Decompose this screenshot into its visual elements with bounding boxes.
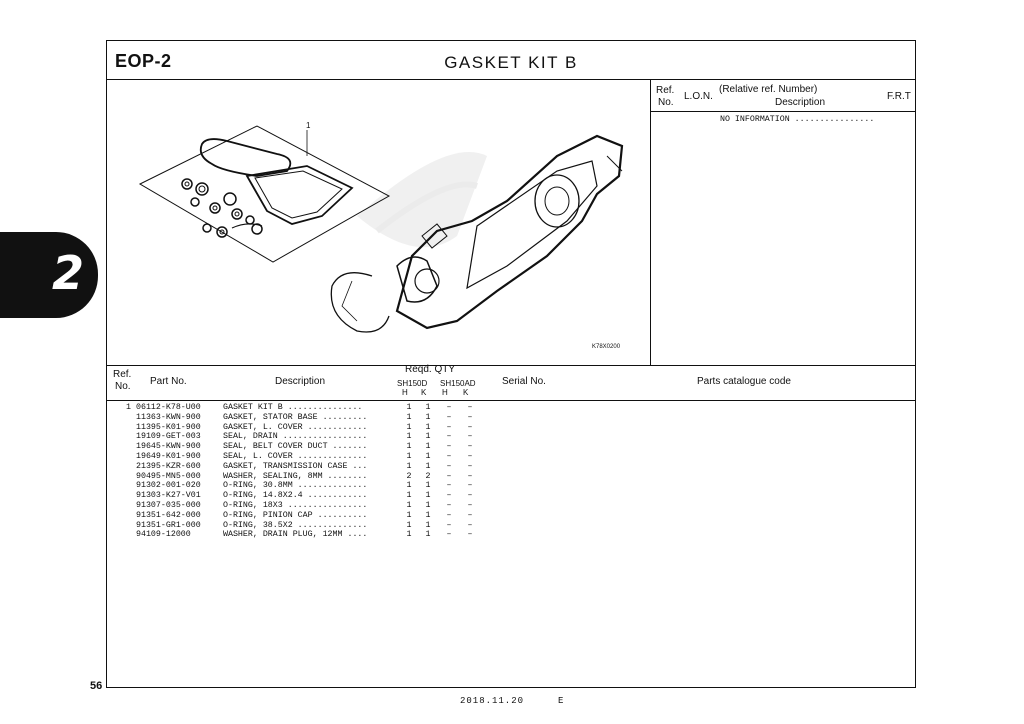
table-row: 91307-035-000 O-RING, 18X3 ................ 1 1 – – <box>136 500 473 510</box>
table-row: 91351-642-000 O-RING, PINION CAP .......... 1 1 – – <box>136 510 473 520</box>
sub-h2-header: H <box>442 388 448 397</box>
table-row: 91303-K27-V01 O-RING, 14.8X2.4 ............ 1 1 – – <box>136 491 473 501</box>
table-row: 91302-001-020 O-RING, 30.8MM .............. 1 1 – – <box>136 481 473 491</box>
ref-panel-frt-header: F.R.T <box>887 91 911 102</box>
table-row: 11363-KWN-900 GASKET, STATOR BASE ......... 1 1 – – <box>136 412 473 422</box>
table-row: 91351-GR1-000 O-RING, 38.5X2 .............. 1 1 – – <box>136 520 473 530</box>
table-row: 94109-12000 WASHER, DRAIN PLUG, 12MM .... 1 1 – – <box>136 530 473 540</box>
table-catalogue-code-header: Parts catalogue code <box>697 376 791 387</box>
table-description-header: Description <box>275 376 326 387</box>
sub-k2-header: K <box>463 388 469 397</box>
table-row: 19649-K01-900 SEAL, L. COVER .............. 1 1 – – <box>136 451 473 461</box>
ref-panel-no-header: No. <box>658 97 674 108</box>
footer-edition: E <box>558 696 564 706</box>
table-serial-no-header: Serial No. <box>502 376 546 387</box>
title-divider <box>107 79 915 80</box>
sub-h1-header: H <box>402 388 408 397</box>
ref-panel-description-header: Description <box>775 97 826 108</box>
table-row: 1 06112-K78-U00 GASKET KIT B ............... 1 1 – – <box>126 403 473 412</box>
table-row: 90495-MN5-000 WASHER, SEALING, 8MM ........ 2 2 – – <box>136 471 473 481</box>
sub-k1-header: K <box>421 388 427 397</box>
section-code: EOP-2 <box>115 51 172 71</box>
section-tab-number: 2 <box>52 246 85 300</box>
footer-date: 2018.11.20 <box>460 696 525 706</box>
table-no-header: No. <box>115 381 131 392</box>
callout-number: 1 <box>306 121 311 130</box>
section-tab <box>0 232 98 318</box>
ref-panel-ref-header: Ref. <box>656 85 675 96</box>
table-row: 21395-KZR-600 GASKET, TRANSMISSION CASE ... 1 1 – – <box>136 461 473 471</box>
page-number: 56 <box>90 680 103 692</box>
gasket-kit-diagram <box>140 126 389 262</box>
table-row: 19645-KWN-900 SEAL, BELT COVER DUCT ....... 1 1 – – <box>136 442 473 452</box>
table-row: 11395-K01-900 GASKET, L. COVER ............ 1 1 – – <box>136 422 473 432</box>
ref-panel-lon-header: L.O.N. <box>684 91 713 102</box>
ref-panel-header-divider <box>650 111 915 112</box>
image-code: K78X0200 <box>592 344 621 350</box>
table-reqd-qty-header: Reqd. QTY <box>405 364 456 375</box>
page-title: GASKET KIT B <box>444 53 578 72</box>
exploded-parts-illustration <box>127 116 647 356</box>
illustration-divider <box>650 79 651 365</box>
parts-list <box>119 403 473 540</box>
table-ref-header: Ref. <box>113 369 132 380</box>
no-information-text: NO INFORMATION ................ <box>720 115 875 124</box>
catalog-page-frame <box>106 40 916 688</box>
model-sh150ad-header: SH150AD <box>440 379 476 388</box>
table-header-divider <box>107 400 915 401</box>
watermark-logo <box>357 152 487 247</box>
illustration-bottom-divider <box>107 365 915 366</box>
ref-panel-relative-header: (Relative ref. Number) <box>719 84 818 95</box>
table-row: 19109-GET-003 SEAL, DRAIN ................. 1 1 – – <box>136 432 473 442</box>
table-part-no-header: Part No. <box>150 376 187 387</box>
model-sh150d-header: SH150D <box>397 379 428 388</box>
